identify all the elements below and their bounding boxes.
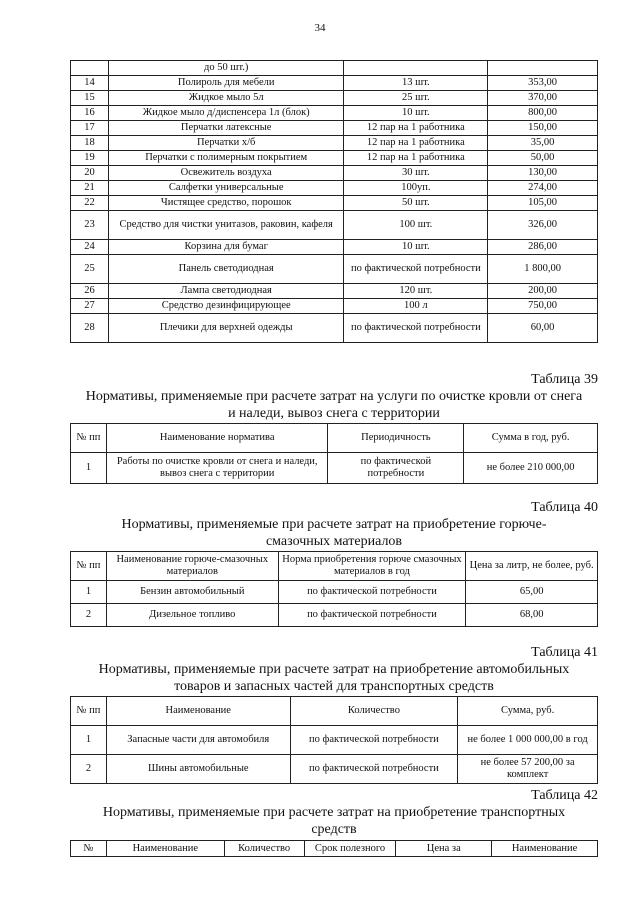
header-cell: Периодичность	[328, 424, 464, 453]
cell-norm: по фактической потребности	[278, 604, 466, 627]
cell-qty: 30 шт.	[344, 166, 488, 181]
cell-name: Лампа светодиодная	[108, 284, 344, 299]
cell-name: Освежитель воздуха	[108, 166, 344, 181]
cell-num: 24	[71, 240, 109, 255]
cell-price: 274,00	[488, 181, 598, 196]
cell-num: 1	[71, 581, 107, 604]
header-cell: Норма приобретения горюче смазочных материалов в год	[278, 552, 466, 581]
page-number: 34	[314, 22, 326, 34]
cell-name: Плечики для верхней одежды	[108, 314, 344, 343]
cell-name: Перчатки с полимерным покрытием	[108, 151, 344, 166]
cell-num: 1	[71, 453, 107, 484]
header-cell: Количество	[224, 841, 304, 857]
cell-name: Шины автомобильные	[106, 755, 290, 784]
table-42-label: Таблица 42	[531, 788, 598, 803]
cell-name: Корзина для бумаг	[108, 240, 344, 255]
cell-price: 286,00	[488, 240, 598, 255]
table-row	[71, 61, 598, 76]
cell-price: 800,00	[488, 106, 598, 121]
table-row	[71, 106, 598, 121]
cell-qty: 50 шт.	[344, 196, 488, 211]
header-cell: Наименование горюче-смазочных материалов	[106, 552, 278, 581]
cell-name: Жидкое мыло 5л	[108, 91, 344, 106]
cell-num: 25	[71, 255, 109, 284]
table-row	[71, 151, 598, 166]
cell-price: 370,00	[488, 91, 598, 106]
cell-qty: по фактической потребности	[344, 255, 488, 284]
cell-num: 21	[71, 181, 109, 196]
table-row	[71, 755, 598, 784]
cell-price: 353,00	[488, 76, 598, 91]
cell-price: 750,00	[488, 299, 598, 314]
cell-norm: по фактической потребности	[278, 581, 466, 604]
cell-qty: 13 шт.	[344, 76, 488, 91]
cell-name: Перчатки х/б	[108, 136, 344, 151]
header-cell: Количество	[290, 697, 458, 726]
cell-num: 2	[71, 755, 107, 784]
table-40	[70, 551, 598, 627]
cell-name: Чистящее средство, порошок	[108, 196, 344, 211]
cell-qty: 10 шт.	[344, 106, 488, 121]
cell-price: 65,00	[466, 581, 598, 604]
table-39	[70, 423, 598, 484]
table-row	[71, 121, 598, 136]
cell-name: Запасные части для автомобиля	[106, 726, 290, 755]
table-row	[71, 299, 598, 314]
cell-qty: 100 шт.	[344, 211, 488, 240]
table-41-title: Нормативы, применяемые при расчете затрат на приобретение автомобильных товаров и запасных частей для транспортных средств	[98, 662, 570, 694]
cell-qty	[344, 61, 488, 76]
cell-sum: не более 1 000 000,00 в год	[458, 726, 598, 755]
header-cell: №	[71, 841, 107, 857]
cell-qty: 25 шт.	[344, 91, 488, 106]
cell-num: 1	[71, 726, 107, 755]
table-header-row	[71, 424, 598, 453]
table-header-row	[71, 697, 598, 726]
table-row	[71, 726, 598, 755]
header-cell: Сумма, руб.	[458, 697, 598, 726]
table-row	[71, 314, 598, 343]
cell-num: 20	[71, 166, 109, 181]
cell-name: Средство дезинфицирующее	[108, 299, 344, 314]
cell-price	[488, 61, 598, 76]
cell-qty: 12 пар на 1 работника	[344, 136, 488, 151]
table-header-row	[71, 841, 598, 857]
table-row	[71, 453, 598, 484]
cell-price: 50,00	[488, 151, 598, 166]
table-42	[70, 840, 598, 857]
table-40-title: Нормативы, применяемые при расчете затрат на приобретение горюче-смазочных материалов	[121, 517, 547, 549]
header-cell: Сумма в год, руб.	[464, 424, 598, 453]
cell-name: Салфетки универсальные	[108, 181, 344, 196]
cell-qty: 120 шт.	[344, 284, 488, 299]
table-row	[71, 76, 598, 91]
cell-sum: не более 57 200,00 за комплект	[458, 755, 598, 784]
cell-num: 16	[71, 106, 109, 121]
cell-qty: 100 л	[344, 299, 488, 314]
table-row	[71, 91, 598, 106]
cell-name: до 50 шт.)	[108, 61, 344, 76]
table-41	[70, 696, 598, 784]
supplies-table	[70, 60, 598, 343]
cell-num: 17	[71, 121, 109, 136]
cell-period: по фактической потребности	[328, 453, 464, 484]
cell-name: Полироль для мебели	[108, 76, 344, 91]
table-row	[71, 166, 598, 181]
table-40-label: Таблица 40	[531, 500, 598, 515]
cell-num: 18	[71, 136, 109, 151]
table-39-label: Таблица 39	[531, 372, 598, 387]
cell-price: 326,00	[488, 211, 598, 240]
cell-price: 130,00	[488, 166, 598, 181]
cell-name: Жидкое мыло д/диспенсера 1л (блок)	[108, 106, 344, 121]
cell-price: 60,00	[488, 314, 598, 343]
cell-num: 2	[71, 604, 107, 627]
cell-price: 68,00	[466, 604, 598, 627]
cell-num: 28	[71, 314, 109, 343]
cell-price: 105,00	[488, 196, 598, 211]
cell-name: Дизельное топливо	[106, 604, 278, 627]
table-row	[71, 240, 598, 255]
cell-qty: по фактической потребности	[344, 314, 488, 343]
cell-sum: не более 210 000,00	[464, 453, 598, 484]
cell-name: Панель светодиодная	[108, 255, 344, 284]
cell-name: Перчатки латексные	[108, 121, 344, 136]
cell-price: 1 800,00	[488, 255, 598, 284]
header-cell: Цена за	[396, 841, 492, 857]
header-cell: № пп	[71, 697, 107, 726]
header-cell: Цена за литр, не более, руб.	[466, 552, 598, 581]
cell-qty: по фактической потребности	[290, 726, 458, 755]
table-row	[71, 211, 598, 240]
table-row	[71, 604, 598, 627]
table-row	[71, 581, 598, 604]
cell-num: 15	[71, 91, 109, 106]
cell-price: 200,00	[488, 284, 598, 299]
cell-num: 22	[71, 196, 109, 211]
header-cell: Срок полезного	[304, 841, 396, 857]
table-row	[71, 181, 598, 196]
cell-price: 35,00	[488, 136, 598, 151]
cell-qty: по фактической потребности	[290, 755, 458, 784]
table-row	[71, 255, 598, 284]
table-42-title: Нормативы, применяемые при расчете затрат на приобретение транспортных средств	[102, 805, 566, 837]
table-39-title: Нормативы, применяемые при расчете затрат на услуги по очистке кровли от снега и наледи, вывоз снега с территории	[85, 389, 583, 421]
table-41-label: Таблица 41	[531, 645, 598, 660]
header-cell: № пп	[71, 424, 107, 453]
cell-num: 14	[71, 76, 109, 91]
header-cell: Наименование норматива	[106, 424, 328, 453]
cell-name: Работы по очистке кровли от снега и наледи, вывоз снега с территории	[106, 453, 328, 484]
cell-name: Средство для чистки унитазов, раковин, кафеля	[108, 211, 344, 240]
cell-qty: 12 пар на 1 работника	[344, 121, 488, 136]
cell-name: Бензин автомобильный	[106, 581, 278, 604]
cell-num: 19	[71, 151, 109, 166]
header-cell: № пп	[71, 552, 107, 581]
cell-num: 23	[71, 211, 109, 240]
cell-num: 27	[71, 299, 109, 314]
cell-num: 26	[71, 284, 109, 299]
table-row	[71, 284, 598, 299]
table-row	[71, 136, 598, 151]
header-cell: Наименование	[106, 697, 290, 726]
cell-qty: 10 шт.	[344, 240, 488, 255]
cell-qty: 100уп.	[344, 181, 488, 196]
header-cell: Наименование	[106, 841, 224, 857]
table-row	[71, 196, 598, 211]
table-header-row	[71, 552, 598, 581]
header-cell: Наименование	[492, 841, 598, 857]
cell-price: 150,00	[488, 121, 598, 136]
cell-qty: 12 пар на 1 работника	[344, 151, 488, 166]
